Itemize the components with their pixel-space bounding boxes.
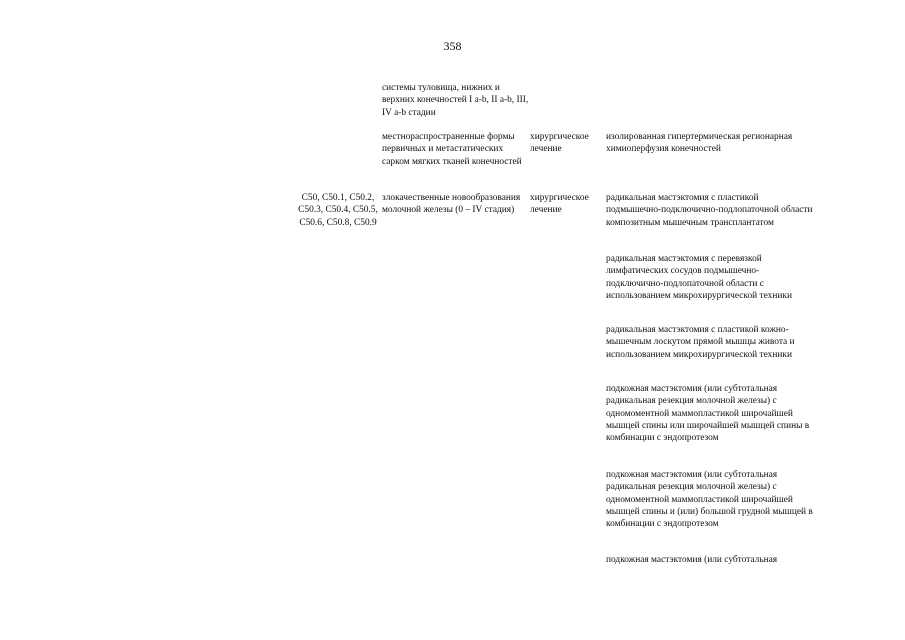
treatment-type: хирургическое лечение bbox=[530, 132, 589, 155]
treatment-method: подкожная мастэктомия (или субтотальная bbox=[606, 555, 778, 565]
treatment-method: радикальная мастэктомия с пластикой подмышечно-подключично-подлопаточной области композитным мышечным трансплантатом bbox=[606, 193, 813, 228]
disease-description: системы туловища, нижних и верхних конечностей I a-b, II a-b, III, IV a-b стадии bbox=[382, 83, 529, 118]
treatment-method: подкожная мастэктомия (или субтотальная радикальная резекция молочной железы) с одномоментной маммопластикой широчайшей мышцей спины или широчайшей мышцей спины в комбинации с эндопротезом bbox=[606, 384, 810, 444]
page-number: 358 bbox=[443, 39, 462, 53]
treatment-method: изолированная гипертермическая регионарная химиоперфузия конечностей bbox=[606, 132, 793, 155]
treatment-method: подкожная мастэктомия (или субтотальная радикальная резекция молочной железы) с одномоментной маммопластикой широчайшей мышцей спины и (или) большой грудной мышцей в комбинации с эндопротезом bbox=[606, 470, 813, 530]
treatment-type: хирургическое лечение bbox=[530, 193, 589, 216]
icd-codes: C50, C50.1, C50.2, C50.3, C50.4, C50.5, C50.6, C50.8, C50.9 bbox=[298, 193, 378, 228]
disease-description: злокачественные новообразования молочной железы (0 – IV стадия) bbox=[382, 193, 521, 216]
treatment-method: радикальная мастэктомия с пластикой кожно-мышечным лоскутом прямой мышцы живота и использованием микрохирургической техники bbox=[606, 325, 795, 360]
disease-description: местнораспространенные формы первичных и метастатических сарком мягких тканей конечностей bbox=[382, 132, 522, 167]
treatment-method: радикальная мастэктомия с перевязкой лимфатических сосудов подмышечно-подключично-подлопаточной области с использованием микрохирургической техники bbox=[606, 254, 792, 301]
